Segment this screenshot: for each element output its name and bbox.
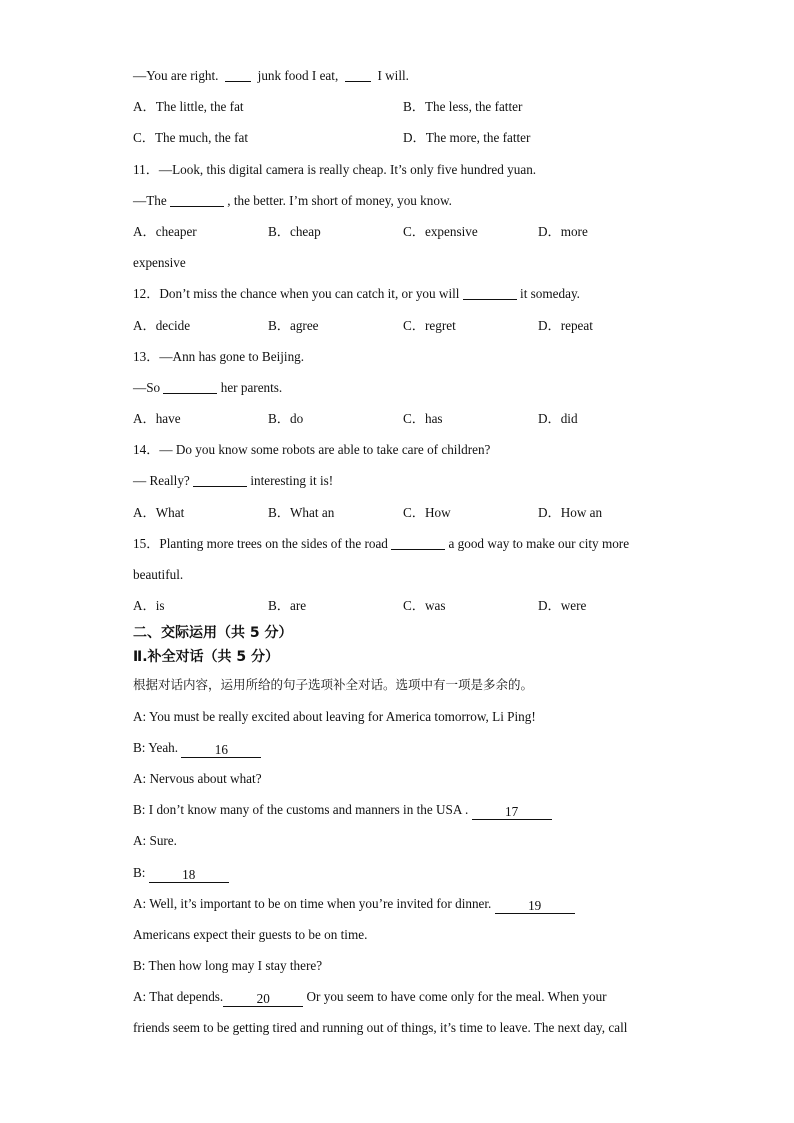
dialog-line [133,794,673,825]
q13-reply-part: her parents. [220,379,283,395]
dialog-text: B: Yeah. [133,739,179,755]
dialog-line: A: Nervous about what? [133,770,262,786]
option-b: B．What an [268,504,335,520]
q10-options-row [133,91,673,122]
dialog-line [133,888,673,919]
option-c: C．The much, the fat [133,130,248,146]
answer-blank [345,67,371,82]
dialog-line [133,732,673,763]
q10-reply-part: —You are right. [133,68,219,83]
answer-blank [163,379,217,394]
option-d: D．How an [538,504,603,520]
q11-stem: 11．—Look, this digital camera is really cheap. It’s only five hundred yuan. [133,161,537,177]
option-a: A．What [133,504,185,520]
q12-stem-part: 12．Don’t miss the chance when you can catch it, or you will [133,286,460,302]
numbered-blank-19: 19 [495,899,575,914]
option-a: A．cheaper [133,223,197,239]
section-subtitle: Ⅱ.补全对话（共 5 分） [133,649,280,666]
option-a: A．The little, the fat [133,99,244,115]
q14-reply-part: — Really? [133,473,190,489]
q12-stem [133,278,673,309]
option-c: C．was [403,598,446,614]
dialog-line: A: Sure. [133,833,177,849]
option-d: D．The more, the fatter [403,130,531,146]
option-c: C．regret [403,317,456,333]
q13-reply-part: —So [133,379,161,395]
option-b: B．The less, the fatter [403,99,523,115]
q15-stem-part: a good way to make our city more [448,535,630,551]
q13-stem: 13．—Ann has gone to Beijing. [133,348,305,364]
dialog-line [133,857,673,888]
option-c: C．has [403,411,443,427]
answer-blank [225,67,251,82]
dialog-text: A: Well, it’s important to be on time when you’re invited for dinner. [133,895,492,911]
dialog-text: B: I don’t know many of the customs and manners in the USA . [133,802,469,818]
numbered-blank-17: 17 [472,805,552,820]
q15-options-row [133,590,673,621]
answer-blank [463,285,517,300]
q10-reply-part: I will. [377,68,409,83]
option-b: B．cheap [268,223,321,239]
q12-stem-part: it someday. [520,286,580,302]
answer-blank [391,535,445,550]
section-title: 二、交际运用（共 5 分） [133,625,293,642]
q11-option-wrap: expensive [133,255,186,271]
option-b: B．agree [268,317,319,333]
option-d: D．were [538,598,587,614]
option-a: A．is [133,598,165,614]
option-b: B．are [268,598,307,614]
q14-reply-part: interesting it is! [250,473,334,489]
q14-options-row [133,497,673,528]
numbered-blank-20: 20 [223,992,303,1007]
option-c: C．How [403,504,451,520]
dialog-line: Americans expect their guests to be on time. [133,926,368,942]
q11-reply-part: —The [133,192,167,208]
q14-stem: 14．— Do you know some robots are able to take care of children? [133,442,491,458]
q15-stem-wrap: beautiful. [133,567,184,582]
exam-page [133,60,673,1044]
option-d: D．more [538,223,588,239]
dialog-text: A: That depends. [133,989,224,1005]
option-d: D．did [538,411,578,427]
numbered-blank-18: 18 [149,868,229,883]
option-b: B．do [268,411,304,427]
q11-reply-part: , the better. I’m short of money, you know. [227,192,452,208]
q15-stem-part: 15．Planting more trees on the sides of the road [133,535,388,551]
dialog-text: B: [133,864,146,880]
option-a: A．have [133,411,181,427]
q10-reply-part: junk food I eat, [257,68,339,83]
q12-options-row [133,310,673,341]
q11-reply [133,185,673,216]
q11-options-row [133,216,673,247]
dialog-line: A: You must be really excited about leaving for America tomorrow, Li Ping! [133,708,536,724]
q15-stem [133,528,673,559]
answer-blank [170,192,224,207]
q13-options-row [133,403,673,434]
option-a: A．decide [133,317,191,333]
answer-blank [193,472,247,487]
dialog-line: B: Then how long may I stay there? [133,958,323,974]
dialog-line: friends seem to be getting tired and running out of things, it’s time to leave. The next day, call [133,1020,628,1036]
dialog-line [133,981,673,1012]
q10-reply [133,60,673,91]
section-instruction: 根据对话内容，运用所给的句子选项补全对话。选项中有一项是多余的。 [133,677,534,693]
q13-reply [133,372,673,403]
option-d: D．repeat [538,317,593,333]
option-c: C．expensive [403,223,478,239]
q10-options-row [133,122,673,153]
dialog-text: Or you seem to have come only for the meal. When your [306,989,607,1005]
q14-reply [133,465,673,496]
numbered-blank-16: 16 [181,743,261,758]
